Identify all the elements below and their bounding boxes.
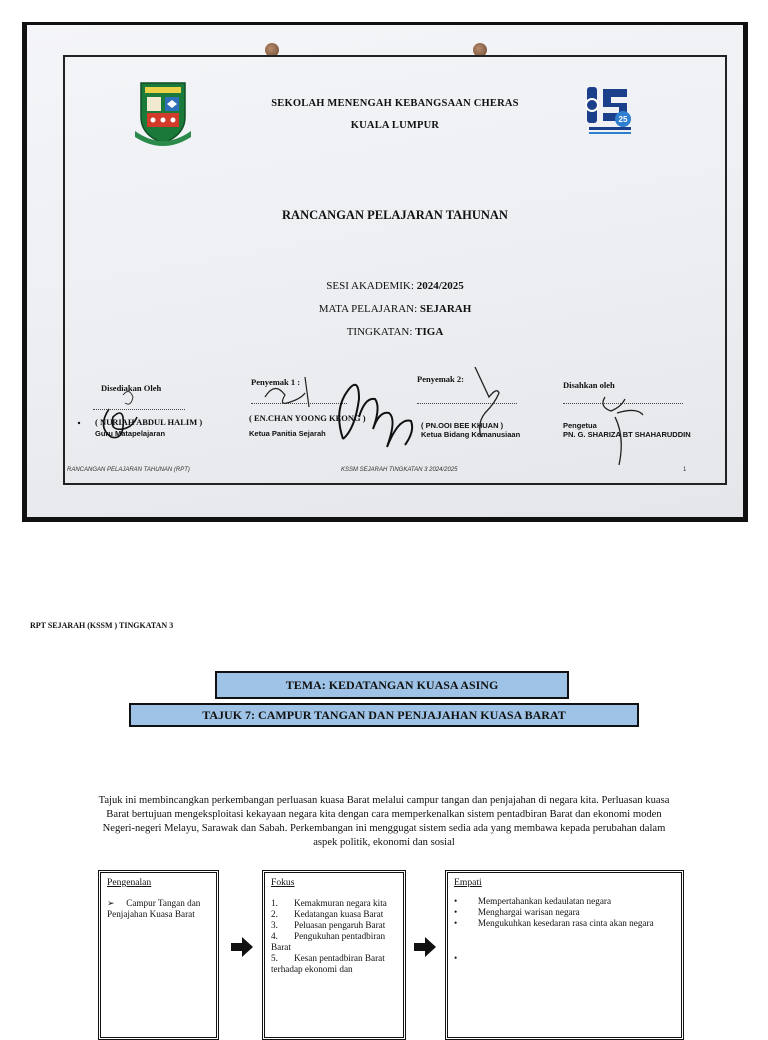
subject-label: MATA PELAJARAN: [318, 303, 420, 315]
cover-frame [63, 55, 727, 485]
approved-name: PN. G. SHARIZA BT SHAHARUDDIN [563, 430, 691, 439]
bullet-icon: • [454, 907, 458, 917]
checker1-label: Penyemak 1 : [251, 377, 301, 387]
pengenalan-box [98, 870, 219, 1040]
fokus-item: 3. Peluasan pengaruh Barat [271, 920, 386, 930]
bullet-icon: • [454, 896, 458, 906]
fokus-item: 4. Pengukuhan pentadbiran Barat [271, 931, 386, 952]
arrow-bullet-icon: ➢ [107, 898, 115, 908]
fokus-item: 2. Kedatangan kuasa Barat [271, 909, 384, 919]
checker2-name: ( PN.OOI BEE KHUAN ) [421, 421, 504, 430]
form-label: TINGKATAN: [346, 326, 416, 338]
empati-text: Mempertahankan kedaulatan negara [477, 896, 612, 906]
checker1-name: ( EN.CHAN YOONG KEONG ) [249, 413, 366, 423]
empty-bullet [454, 953, 675, 963]
right-arrow-icon [414, 937, 436, 957]
approved-role: Pengetua [563, 421, 597, 430]
empati-box [445, 870, 684, 1040]
fokus-box [262, 870, 406, 1040]
prepared-by-role: Guru Matapelajaran [95, 429, 166, 438]
empati-item [454, 907, 675, 918]
fokus-item: 1. Kemakmuran negara kita [271, 898, 387, 908]
handwritten-signatures [65, 57, 725, 483]
pengenalan-title: Pengenalan [107, 877, 152, 888]
form-value: TIGA [415, 326, 444, 338]
footer-page: 1 [683, 467, 687, 473]
intro-line: aspek politik, ekonomi dan sosial [313, 837, 455, 848]
session-value: 2024/2025 [416, 280, 464, 292]
school-name: SEKOLAH MENENGAH KEBANGSAAN CHERAS [271, 98, 519, 109]
pengenalan-item [107, 898, 210, 920]
fokus-title: Fokus [271, 877, 295, 888]
intro-line: Negeri-negeri Melayu, Sarawak dan Sabah. Perkembangan ini menggugat sistem sedia ada yang membawa kepada perubahan dalam [102, 823, 666, 834]
fokus-list [271, 898, 397, 975]
empati-list [454, 896, 675, 929]
doc-header: RPT SEJARAH (KSSM ) TINGKATAN 3 [30, 621, 174, 630]
approved-by-label: Disahkan oleh [563, 380, 615, 390]
footer-mid: KSSM SEJARAH TINGKATAN 3 2024/2025 [341, 467, 458, 473]
session-label: SESI AKADEMIK: [326, 280, 417, 292]
svg-text:25: 25 [618, 115, 628, 124]
empati-text: Mengukuhkan kesedaran rasa cinta akan negara [477, 918, 654, 928]
pengenalan-text: Campur Tangan dan Penjajahan Kuasa Barat [107, 898, 201, 919]
checker2-label: Penyemak 2: [417, 374, 464, 384]
bullet-icon: • [454, 953, 458, 963]
prepared-by-name: ( NURIAH ABDUL HALIM ) [95, 417, 203, 427]
right-arrow-icon [231, 937, 253, 957]
checker2-role: Ketua Bidang Kemanusiaan [421, 430, 521, 439]
school-city: KUALA LUMPUR [350, 120, 440, 131]
cover-photo [22, 22, 748, 522]
cover-paper [27, 25, 743, 517]
intro-line: Barat bertujuan mengeksploitasi kekayaan negara kita dengan cara memperkenalkan sistem pentadbiran Barat dan ekonomi moden [106, 809, 662, 820]
checker1-role: Ketua Panitia Sejarah [249, 429, 326, 438]
plan-title: RANCANGAN PELAJARAN TAHUNAN [282, 208, 508, 222]
theme-banner: TEMA: KEDATANGAN KUASA ASING [215, 671, 569, 699]
empati-title: Empati [454, 877, 482, 888]
footer-left: RANCANGAN PELAJARAN TAHUNAN (RPT) [67, 467, 190, 473]
empati-text: Menghargai warisan negara [477, 907, 580, 917]
intro-paragraph [26, 794, 742, 850]
prepared-by-label: Disediakan Oleh [101, 383, 162, 393]
fokus-item: 5. Kesan pentadbiran Barat terhadap ekonomi dan [271, 953, 385, 974]
intro-line: Tajuk ini membincangkan perkembangan perluasan kuasa Barat melalui campur tangan dan penjajahan di negara kita. Perluasan kuasa [98, 795, 670, 806]
empati-item [454, 918, 675, 929]
subject-value: SEJARAH [419, 303, 472, 315]
topic-banner: TAJUK 7: CAMPUR TANGAN DAN PENJAJAHAN KUASA BARAT [129, 703, 639, 727]
empati-item [454, 896, 675, 907]
bullet-icon: • [454, 918, 458, 928]
